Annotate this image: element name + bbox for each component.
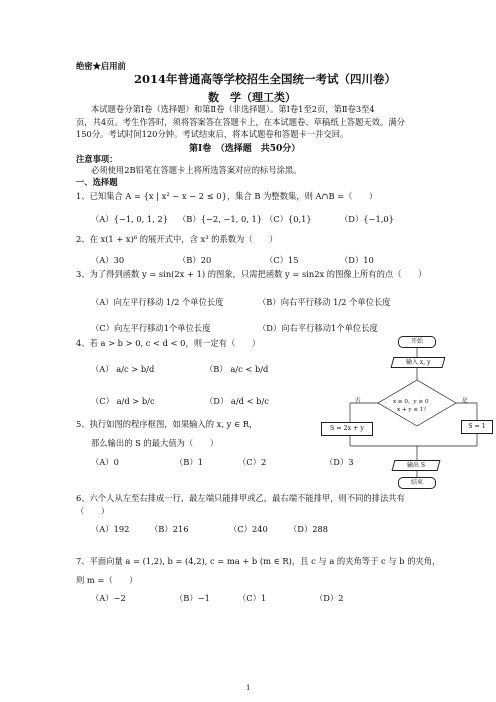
q6-option-a: （A）192 [91, 524, 130, 534]
q3-option-c: （C）向左平行移动1个单位长度 [91, 323, 211, 333]
q3-option-d: （D）向右平行移动1个单位长度 [258, 323, 378, 333]
q7-option-a: （A）−2 [91, 593, 126, 603]
q3-option-b: （B）向右平行移动 1/2 个单位长度 [258, 297, 391, 307]
q1-option-c: （C）{0,1} [265, 214, 312, 224]
q2-option-d: （D）10 [340, 255, 374, 265]
q7-stem-2: 则 m =（ ） [76, 575, 138, 585]
subject-title: 数 学（理工类） [208, 91, 296, 104]
flowchart-cond-2: x + y ≤ 1？ [397, 407, 429, 413]
flowchart-yes-label: 是 [462, 398, 468, 404]
q5-stem-2: 那么输出的 S 的最大值为（ ） [91, 438, 219, 448]
q4-option-d: （D） a/d < b/c [205, 396, 269, 406]
q3-stem: 3、为了得到函数 y = sin(2x + 1) 的图象，只需把函数 y = sin2x 的图像上所有的点（ ） [76, 269, 427, 279]
q2-stem: 2、在 x(1 + x)⁶ 的展开式中，含 x³ 的系数为（ ） [76, 234, 278, 244]
q3-option-a: （A）向左平行移动 1/2 个单位长度 [91, 297, 224, 307]
intro-line-2: 页，共4页。考生作答时，须将答案答在答题卡上，在本试题卷、草稿纸上答题无效。满分 [76, 117, 405, 127]
flowchart-input-label: 输入 x, y [405, 359, 431, 366]
q6-option-d: （D）288 [289, 524, 329, 534]
q1-option-a: （A）{−1, 0, 1, 2} [91, 214, 169, 224]
q6-option-b: （B）216 [150, 524, 189, 534]
flowchart-cond-1: x ≥ 0，y ≥ 0 [393, 399, 429, 405]
q1-option-d: （D）{−1,0} [340, 214, 394, 224]
exam-title: 2014年普通高等学校招生全国统一考试（四川卷） [134, 72, 397, 86]
q5-stem: 5、执行如图的程序框图，如果输入的 x, y ∈ R， [76, 419, 258, 429]
flowchart-no-label: 否 [355, 398, 361, 404]
page-number: 1 [246, 684, 251, 692]
flowchart-start: 开始 [398, 336, 436, 348]
q5-option-c: （C）2 [238, 457, 267, 467]
q1-option-b: （B）{−2, −1, 0, 1} [178, 214, 263, 224]
q4-stem: 4、若 a > b > 0, c < d < 0，则一定有（ ） [76, 338, 261, 348]
part1-title: 第Ⅰ卷 （选择题 共50分） [189, 144, 301, 154]
q1-stem: 1、已知集合 A = {x | x² − x − 2 ≤ 0}，集合 B 为整数集，则 A∩B =（ ） [76, 191, 378, 201]
intro-line-1: 本试题卷分第Ⅰ卷（选择题）和第Ⅱ卷（非选择题）。第Ⅰ卷1至2页，第Ⅱ卷3至4 [91, 104, 375, 114]
flowchart-output-label: 输出 S [406, 462, 426, 469]
q6-stem: 6、六个人从左至右排成一行，最左端只能排甲或乙，最右端不能排甲，则不同的排法共有 [76, 493, 405, 503]
flowchart-end: 结束 [398, 477, 436, 489]
q4-option-b: （B） a/c < b/d [205, 364, 269, 374]
q2-option-c: （C）15 [265, 255, 299, 265]
q5-option-a: （A）0 [91, 457, 119, 467]
q6-option-c: （C）240 [229, 524, 268, 534]
flowchart-input [391, 357, 446, 368]
flowchart-right-assign: S = 1 [461, 420, 493, 434]
flowchart-left-assign: S = 2x + y [321, 422, 373, 436]
section-title: 一、选择题 [76, 177, 118, 187]
notice-title: 注意事项： [76, 154, 118, 164]
q2-option-b: （B）20 [178, 255, 212, 265]
q7-option-c: （C）1 [238, 593, 267, 603]
q4-option-c: （C） a/d > b/c [91, 396, 155, 406]
intro-line-3: 150分。考试时间120分钟。考试结束后，将本试题卷和答题卡一并交回。 [76, 129, 349, 139]
notice-text: 必须使用2B铅笔在答题卡上将所选答案对应的标号涂黑。 [91, 165, 302, 175]
q6-stem-2: （ ） [76, 506, 110, 516]
q7-option-d: （D）2 [315, 593, 344, 603]
q5-option-d: （D）3 [325, 457, 354, 467]
q7-stem: 7、平面向量 a = (1,2), b = (4,2), c = ma + b (m ∈ R)，且 c 与 a 的夹角等于 c 与 b 的夹角， [76, 556, 441, 566]
q5-option-b: （B）1 [175, 457, 203, 467]
q2-option-a: （A）30 [91, 255, 125, 265]
q7-option-b: （B）−1 [175, 593, 210, 603]
flowchart-output [392, 460, 441, 471]
q4-option-a: （A） a/c > b/d [91, 364, 155, 374]
secret-label: 绝密★启用前 [76, 61, 126, 71]
